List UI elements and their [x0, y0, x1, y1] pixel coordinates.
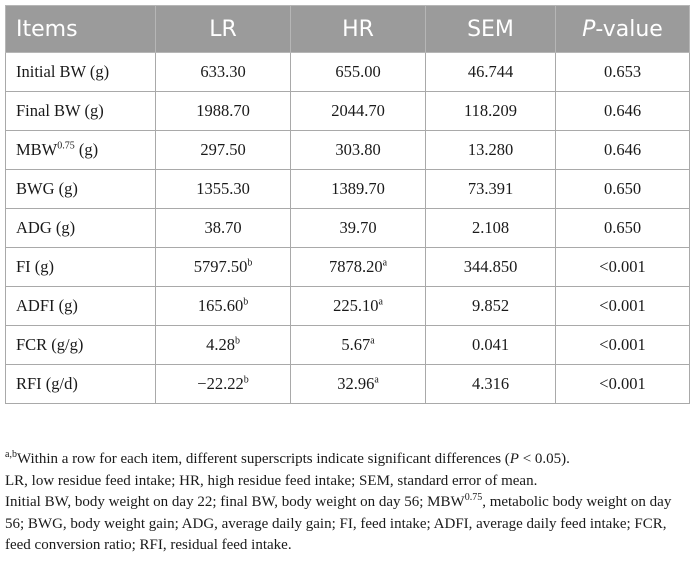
cell-p-value	[556, 170, 690, 209]
cell-hr	[291, 131, 426, 170]
hr-superscript: a	[378, 296, 383, 308]
table-container	[5, 5, 689, 404]
footnote-text: Within a row for each item, different superscripts indicate significant differences (	[16, 451, 510, 467]
lr-value: 1355.30	[196, 179, 250, 198]
cell-hr	[291, 287, 426, 326]
item-label: Final BW (g)	[16, 101, 104, 120]
sem-value: 118.209	[463, 101, 517, 120]
table-row	[6, 248, 690, 287]
sem-value: 46.744	[467, 62, 514, 81]
table-row	[6, 170, 690, 209]
item-unit: (g)	[74, 140, 99, 159]
cell-sem	[426, 131, 556, 170]
cell-sem	[426, 248, 556, 287]
cell-item	[6, 248, 156, 287]
cell-lr	[156, 209, 291, 248]
item-label: FI (g)	[16, 257, 55, 276]
item-label: RFI (g/d)	[16, 374, 78, 393]
table-row	[6, 287, 690, 326]
cell-hr	[291, 326, 426, 365]
lr-value: 297.50	[200, 140, 246, 159]
cell-hr	[291, 248, 426, 287]
item-label: Initial BW (g)	[16, 62, 110, 81]
lr-value: 633.30	[200, 62, 246, 81]
footnote-significance	[5, 449, 689, 471]
footnote-sup: a,b	[5, 449, 17, 460]
lr-superscript: b	[243, 374, 249, 386]
header-p-suffix: -value	[595, 16, 663, 42]
header-p-value	[556, 6, 690, 53]
footnote-text-end: < 0.05).	[518, 451, 570, 467]
lr-superscript: b	[234, 335, 240, 347]
p-value: 0.653	[603, 62, 642, 81]
footnote-text-end: , metabolic body weight on day 56; BWG, body weight gain; ADG, average daily gain; FI, feed intake; ADFI, average daily feed intake; FCR, feed conversion ratio; RFI, residual feed intake.	[5, 494, 672, 553]
p-value: 0.646	[603, 101, 642, 120]
item-label: MBW	[16, 140, 58, 159]
cell-sem	[426, 326, 556, 365]
footnotes	[5, 449, 689, 557]
cell-hr	[291, 365, 426, 404]
cell-item	[6, 92, 156, 131]
footnote-p: P	[509, 451, 519, 467]
cell-sem	[426, 53, 556, 92]
cell-sem	[426, 287, 556, 326]
lr-value: 4.28	[206, 335, 235, 354]
item-label: FCR (g/g)	[16, 335, 84, 354]
cell-p-value	[556, 131, 690, 170]
lr-superscript: b	[247, 257, 253, 269]
hr-value: 303.80	[335, 140, 381, 159]
sem-value: 4.316	[471, 374, 510, 393]
cell-lr	[156, 287, 291, 326]
table-row	[6, 53, 690, 92]
cell-hr	[291, 170, 426, 209]
lr-value: 1988.70	[196, 101, 250, 120]
cell-item	[6, 131, 156, 170]
table-row	[6, 92, 690, 131]
sem-value: 73.391	[467, 179, 514, 198]
cell-item	[6, 170, 156, 209]
cell-hr	[291, 92, 426, 131]
header-sem: SEM	[426, 6, 556, 53]
hr-value: 655.00	[335, 62, 381, 81]
p-value: 0.646	[603, 140, 642, 159]
lr-superscript: b	[243, 296, 249, 308]
cell-item	[6, 365, 156, 404]
cell-p-value	[556, 92, 690, 131]
sem-value: 2.108	[471, 218, 510, 237]
table-row	[6, 326, 690, 365]
cell-item	[6, 287, 156, 326]
hr-value: 39.70	[339, 218, 377, 237]
hr-superscript: a	[374, 374, 379, 386]
item-superscript: 0.75	[57, 140, 75, 152]
cell-p-value	[556, 287, 690, 326]
p-value: 0.650	[603, 218, 642, 237]
cell-lr	[156, 92, 291, 131]
cell-item	[6, 326, 156, 365]
sem-value: 9.852	[471, 296, 510, 315]
cell-sem	[426, 209, 556, 248]
cell-hr	[291, 53, 426, 92]
hr-value: 225.10	[333, 296, 379, 315]
hr-value: 2044.70	[331, 101, 385, 120]
cell-p-value	[556, 365, 690, 404]
lr-value: 5797.50	[193, 257, 248, 276]
footnote-text: Initial BW, body weight on day 22; final BW, body weight on day 56; MBW	[5, 494, 465, 510]
cell-sem	[426, 170, 556, 209]
table-row	[6, 209, 690, 248]
cell-p-value	[556, 326, 690, 365]
p-value: <0.001	[599, 374, 646, 393]
header-items: Items	[6, 6, 156, 53]
table-row	[6, 131, 690, 170]
cell-lr	[156, 365, 291, 404]
hr-superscript: a	[370, 335, 375, 347]
header-lr: LR	[156, 6, 291, 53]
sem-value: 344.850	[463, 257, 518, 276]
cell-item	[6, 209, 156, 248]
p-value: <0.001	[599, 257, 646, 276]
hr-value: 1389.70	[331, 179, 385, 198]
cell-sem	[426, 92, 556, 131]
lr-value: 38.70	[204, 218, 242, 237]
item-label: BWG (g)	[16, 179, 78, 198]
cell-item	[6, 53, 156, 92]
lr-value: 165.60	[197, 296, 244, 315]
cell-p-value	[556, 248, 690, 287]
sem-value: 13.280	[467, 140, 514, 159]
cell-lr	[156, 53, 291, 92]
header-hr: HR	[291, 6, 426, 53]
item-label: ADG (g)	[16, 218, 76, 237]
cell-lr	[156, 248, 291, 287]
sem-value: 0.041	[471, 335, 510, 354]
p-value: <0.001	[599, 296, 646, 315]
cell-lr	[156, 170, 291, 209]
hr-value: 5.67	[341, 335, 371, 354]
hr-superscript: a	[382, 257, 388, 269]
footnote-abbrev-groups: LR, low residue feed intake; HR, high residue feed intake; SEM, standard error of mean.	[5, 472, 538, 489]
footnote-sup: 0.75	[464, 492, 483, 503]
hr-value: 32.96	[337, 374, 375, 393]
hr-value: 7878.20	[328, 257, 383, 276]
header-p-italic: P	[582, 16, 596, 42]
header-row	[6, 6, 690, 53]
cell-p-value	[556, 53, 690, 92]
table-row	[6, 365, 690, 404]
data-table	[5, 5, 690, 404]
p-value: <0.001	[599, 335, 646, 354]
lr-value: −22.22	[197, 374, 244, 393]
cell-lr	[156, 326, 291, 365]
cell-p-value	[556, 209, 690, 248]
table-body	[6, 53, 690, 404]
p-value: 0.650	[603, 179, 642, 198]
footnote-abbrev-items	[5, 492, 689, 557]
cell-hr	[291, 209, 426, 248]
item-label: ADFI (g)	[16, 296, 78, 315]
cell-sem	[426, 365, 556, 404]
cell-lr	[156, 131, 291, 170]
